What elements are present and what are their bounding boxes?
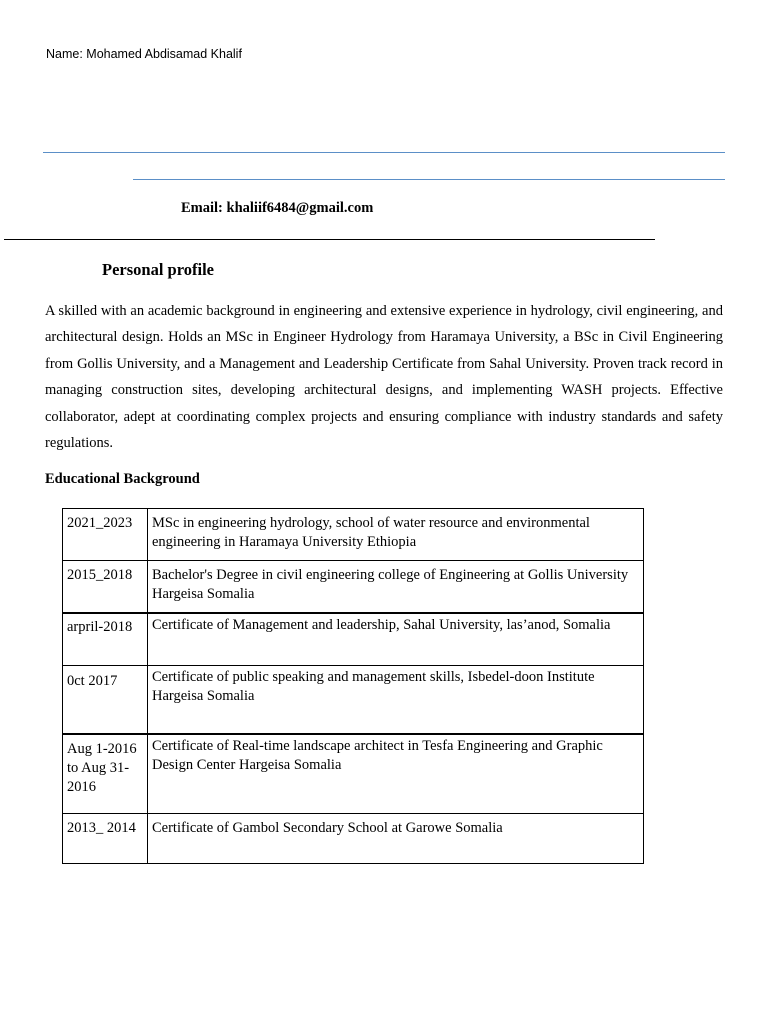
education-heading: Educational Background (45, 471, 200, 487)
table-row (63, 734, 644, 814)
profile-text: A skilled with an academic background in engineering and extensive experience in hydrology, civil engineering, and architectural design. Holds an MSc in Engineer Hydrology from Haramaya University, a BSc in Civil Engineering from Gollis University, and a Management and Leadership Certificate from Sahal University. Proven track record in managing construction sites, developing architectural designs, and implementing WASH projects. Effective collaborator, adept at coordinating complex projects and ensuring compliance with industry standards and safety regulations. (45, 303, 723, 452)
education-table (62, 508, 644, 864)
table-row (63, 509, 644, 561)
period-cell: Aug 1-2016 to Aug 31-2016 (63, 734, 148, 814)
period-cell: arpril-2018 (63, 613, 148, 666)
table-row (63, 666, 644, 734)
description-cell: Certificate of Management and leadership, Sahal University, las’anod, Somalia (148, 613, 644, 666)
description-cell: MSc in engineering hydrology, school of water resource and environmental engineering in Haramaya University Ethiopia (148, 509, 644, 561)
name-line: Name: Mohamed Abdisamad Khalif (46, 47, 242, 61)
email-line: Email: khaliif6484@gmail.com (181, 200, 374, 216)
header-divider-top (43, 152, 725, 153)
table-row (63, 613, 644, 666)
profile-heading: Personal profile (102, 260, 214, 279)
description-cell: Certificate of public speaking and management skills, Isbedel-doon Institute Hargeisa Somalia (148, 666, 644, 734)
section-divider (4, 239, 655, 240)
table-row (63, 561, 644, 613)
description-cell: Certificate of Gambol Secondary School at Garowe Somalia (148, 814, 644, 864)
description-cell: Certificate of Real-time landscape architect in Tesfa Engineering and Graphic Design Center Hargeisa Somalia (148, 734, 644, 814)
description-cell: Bachelor's Degree in civil engineering college of Engineering at Gollis University Hargeisa Somalia (148, 561, 644, 613)
period-cell: 2021_2023 (63, 509, 148, 561)
table-row (63, 814, 644, 864)
header-divider-bottom (133, 179, 725, 180)
period-cell: 2013_ 2014 (63, 814, 148, 864)
period-cell: 2015_2018 (63, 561, 148, 613)
period-cell: 0ct 2017 (63, 666, 148, 734)
